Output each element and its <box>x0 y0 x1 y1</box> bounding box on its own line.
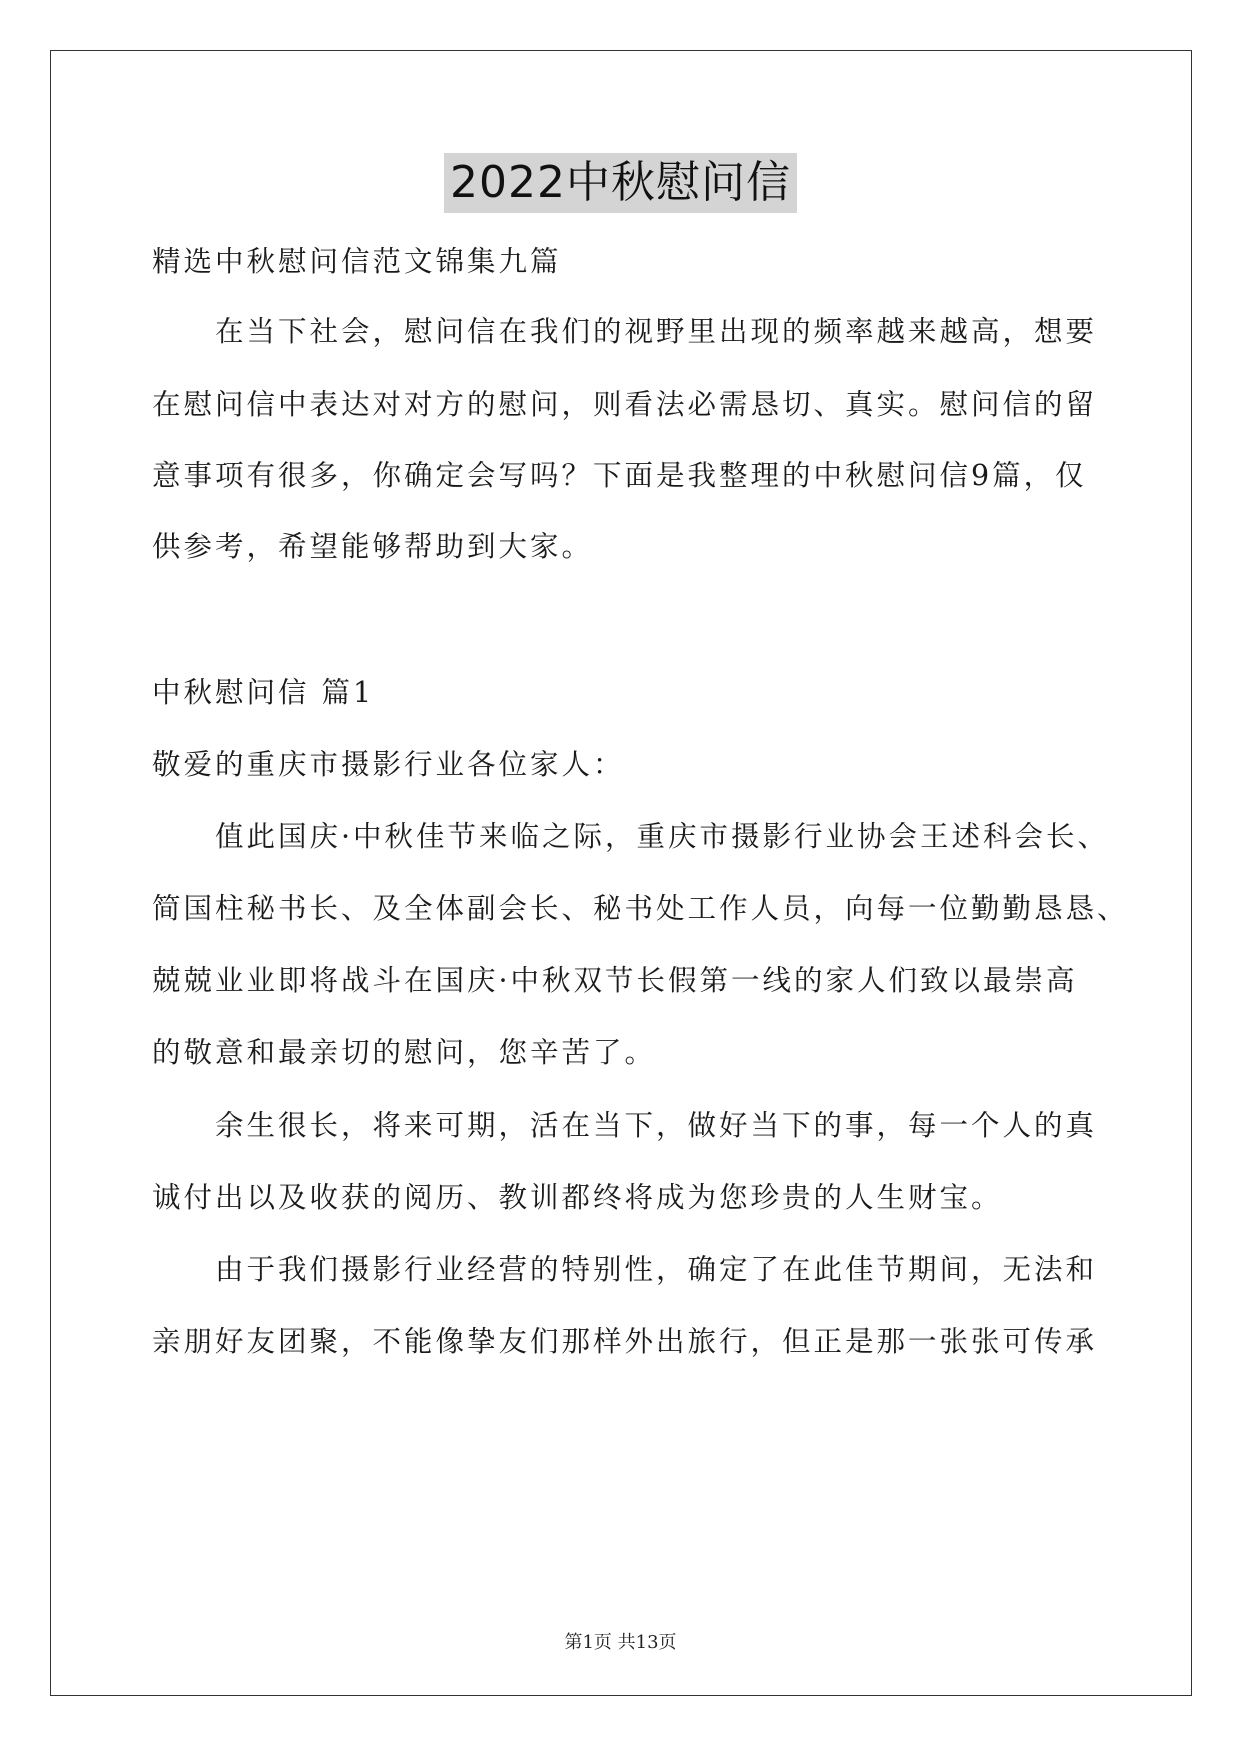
paragraph1-line-4: 的敬意和最亲切的慰问，您辛苦了。 <box>152 1036 657 1069</box>
intro-line-1: 在当下社会，慰问信在我们的视野里出现的频率越来越高，想要 <box>215 315 1098 348</box>
paragraph2-line-1: 余生很长，将来可期，活在当下，做好当下的事，每一个人的真 <box>215 1109 1098 1142</box>
paragraph1-line-1: 值此国庆·中秋佳节来临之际，重庆市摄影行业协会王述科会长、 <box>215 820 1110 853</box>
salutation: 敬爱的重庆市摄影行业各位家人： <box>152 748 625 781</box>
page-number-footer: 第1页 共13页 <box>564 1632 677 1653</box>
title-container <box>0 153 1241 213</box>
section-heading: 中秋慰问信 篇1 <box>152 676 375 709</box>
document-subtitle: 精选中秋慰问信范文锦集九篇 <box>152 245 562 278</box>
paragraph1-line-2: 简国柱秘书长、及全体副会长、秘书处工作人员，向每一位勤勤恳恳、 <box>152 892 1129 925</box>
intro-line-4: 供参考，希望能够帮助到大家。 <box>152 530 594 563</box>
paragraph3-line-2: 亲朋好友团聚，不能像挚友们那样外出旅行，但正是那一张张可传承 <box>152 1325 1098 1358</box>
page-border <box>50 50 1192 1696</box>
paragraph2-line-2: 诚付出以及收获的阅历、教训都终将成为您珍贵的人生财宝。 <box>152 1181 1003 1214</box>
intro-line-3: 意事项有很多，你确定会写吗？下面是我整理的中秋慰问信9篇，仅 <box>152 459 1087 492</box>
document-title: 2022中秋慰问信 <box>444 153 797 213</box>
intro-line-2: 在慰问信中表达对对方的慰问，则看法必需恳切、真实。慰问信的留 <box>152 388 1098 421</box>
paragraph1-line-3: 兢兢业业即将战斗在国庆·中秋双节长假第一线的家人们致以最崇高 <box>152 964 1078 997</box>
paragraph3-line-1: 由于我们摄影行业经营的特别性，确定了在此佳节期间，无法和 <box>215 1253 1098 1286</box>
